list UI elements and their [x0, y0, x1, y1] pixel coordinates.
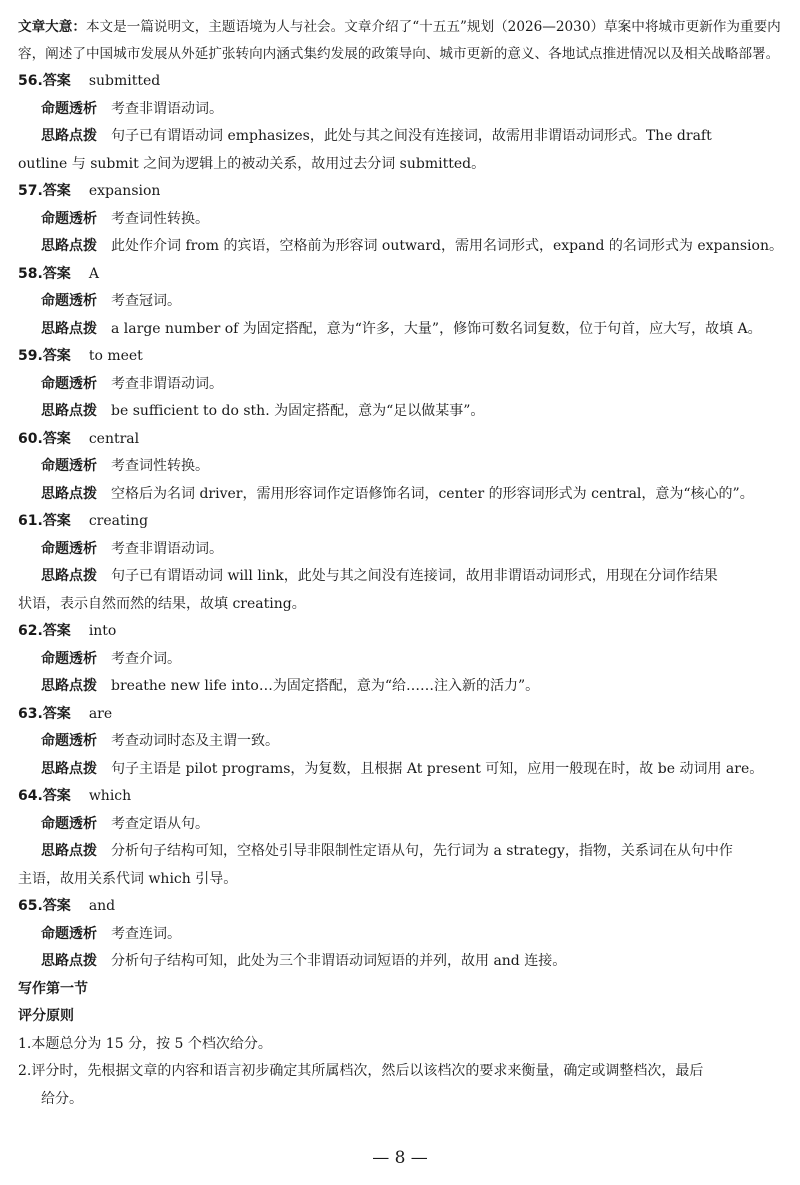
analysis-line — [18, 811, 784, 839]
answer-line — [18, 261, 784, 289]
hint-text: breathe new life into…为固定搭配，意为“给……注入新的活力”。 — [111, 678, 540, 694]
hint-line — [18, 398, 784, 426]
question-number: 64. — [18, 788, 43, 804]
hint-label: 思路点拨 — [41, 953, 97, 969]
rule-item — [18, 1058, 784, 1086]
analysis-text: 考查介词。 — [111, 650, 181, 667]
answer-value: submitted — [88, 73, 161, 89]
writing-section-title: 写作第一节 — [18, 980, 88, 997]
hint-label: 思路点拨 — [41, 238, 97, 254]
hint-label: 思路点拨 — [41, 760, 97, 777]
analysis-text: 考查动词时态及主谓一致。 — [111, 733, 279, 749]
analysis-line — [18, 371, 784, 399]
analysis-line — [18, 96, 784, 124]
answer-line — [18, 783, 784, 811]
hint-line — [18, 673, 784, 701]
analysis-label: 命题透析 — [41, 458, 97, 474]
summary-label: 文章大意： — [18, 19, 86, 35]
analysis-line — [18, 453, 784, 481]
answer-label: 答案 — [42, 348, 71, 364]
hint-line — [18, 838, 784, 866]
question-number: 57. — [18, 183, 43, 199]
answer-line — [18, 426, 784, 454]
hint-text: be sufficient to do sth. 为固定搭配，意为“足以做某事”。 — [111, 403, 485, 419]
analysis-text: 考查词性转换。 — [111, 458, 209, 474]
answer-item — [18, 426, 784, 509]
hint-continuation: 状语，表示自然而然的结果，故填 creating。 — [18, 595, 306, 612]
rule-text: 本题总分为 15 分，按 5 个档次给分。 — [31, 1035, 272, 1052]
hint-line — [18, 481, 784, 509]
hint-text: 空格后为名词 driver，需用形容词作定语修饰名词，center 的形容词形式为 central，意为“核心的”。 — [111, 485, 754, 502]
hint-label: 思路点拨 — [41, 403, 97, 419]
analysis-label: 命题透析 — [41, 925, 97, 942]
hint-text: a large number of 为固定搭配，意为“许多，大量”，修饰可数名词复数，位于句首，应大写，故填 A。 — [111, 320, 762, 337]
page-number: — 8 — — [372, 1148, 428, 1168]
hint-label: 思路点拨 — [41, 128, 97, 144]
analysis-line — [18, 921, 784, 949]
hint-continuation: 主语，故用关系代词 which 引导。 — [18, 870, 238, 887]
hint-line — [18, 563, 784, 591]
answer-item — [18, 893, 784, 976]
analysis-label: 命题透析 — [41, 540, 97, 557]
answer-value: A — [88, 265, 99, 282]
hint-line — [18, 316, 784, 344]
answer-label: 答案 — [42, 73, 71, 89]
question-number: 63. — [18, 705, 43, 722]
question-number: 59. — [18, 348, 43, 364]
hint-text: 分析句子结构可知，空格处引导非限制性定语从句，先行词为 a strategy，指物，关系词在从句中作 — [111, 843, 733, 859]
answer-value: and — [88, 898, 116, 914]
answer-value: to meet — [88, 348, 143, 364]
answer-item — [18, 178, 784, 261]
answer-line — [18, 618, 784, 646]
analysis-text: 考查非谓语动词。 — [111, 375, 223, 392]
answer-item — [18, 68, 784, 178]
hint-continuation: outline 与 submit 之间为逻辑上的被动关系，故用过去分词 submitted。 — [18, 155, 486, 172]
answer-line — [18, 701, 784, 729]
answer-label: 答案 — [42, 265, 71, 282]
answer-item — [18, 508, 784, 618]
rule-number: 2. — [18, 1063, 32, 1079]
answer-label: 答案 — [42, 623, 71, 639]
answer-item — [18, 261, 784, 344]
analysis-line — [18, 288, 784, 316]
answer-item — [18, 783, 784, 893]
answer-item — [18, 343, 784, 426]
analysis-line — [18, 646, 784, 674]
answer-line — [18, 893, 784, 921]
analysis-text: 考查定语从句。 — [111, 815, 209, 832]
analysis-line — [18, 206, 784, 234]
answer-value: which — [88, 788, 132, 804]
rule-number: 1. — [18, 1035, 32, 1052]
analysis-text: 考查冠词。 — [111, 293, 181, 309]
summary-text: 本文是一篇说明文，主题语境为人与社会。文章介绍了“十五五”规划（2026—2030）草案中将城市更新作为重要内容，阐述了中国城市发展从外延扩张转向内涵式集约发展的政策导向、城市更新的意义、各地试点推进情况以及相关战略部署。 — [18, 19, 781, 62]
hint-label: 思路点拨 — [41, 485, 97, 502]
question-number: 62. — [18, 623, 43, 639]
rule-text: 评分时，先根据文章的内容和语言初步确定其所属档次，然后以该档次的要求来衡量，确定或调整档次，最后 — [31, 1063, 704, 1079]
page-content — [18, 14, 784, 1113]
answer-line — [18, 178, 784, 206]
question-number: 58. — [18, 265, 43, 282]
analysis-text: 考查词性转换。 — [111, 210, 209, 227]
hint-line — [18, 756, 784, 784]
analysis-text: 考查非谓语动词。 — [111, 100, 223, 117]
answer-label: 答案 — [42, 513, 71, 529]
hint-text: 句子已有谓语动词 emphasizes，此处与其之间没有连接词，故需用非谓语动词形式。The draft — [111, 128, 712, 144]
analysis-line — [18, 536, 784, 564]
question-number: 60. — [18, 430, 43, 447]
hint-line — [18, 233, 784, 261]
rules-title: 评分原则 — [18, 1008, 74, 1024]
answer-label: 答案 — [42, 430, 71, 447]
rule-item — [18, 1031, 784, 1059]
answer-line — [18, 508, 784, 536]
hint-label: 思路点拨 — [41, 568, 97, 584]
hint-line — [18, 123, 784, 151]
answer-item — [18, 701, 784, 784]
answer-item — [18, 618, 784, 701]
hint-label: 思路点拨 — [41, 320, 97, 337]
hint-text: 句子已有谓语动词 will link，此处与其之间没有连接词，故用非谓语动词形式，用现在分词作结果 — [111, 568, 718, 584]
answer-list — [18, 68, 784, 976]
analysis-label: 命题透析 — [41, 100, 97, 117]
hint-label: 思路点拨 — [41, 678, 97, 694]
answer-value: central — [88, 430, 140, 447]
analysis-label: 命题透析 — [41, 650, 97, 667]
question-number: 65. — [18, 898, 43, 914]
analysis-line — [18, 728, 784, 756]
article-summary — [18, 14, 784, 68]
answer-line — [18, 343, 784, 371]
analysis-label: 命题透析 — [41, 733, 97, 749]
rule-continuation: 给分。 — [41, 1090, 83, 1107]
question-number: 61. — [18, 513, 43, 529]
answer-label: 答案 — [42, 183, 71, 199]
analysis-label: 命题透析 — [41, 293, 97, 309]
analysis-text: 考查非谓语动词。 — [111, 540, 223, 557]
hint-text: 分析句子结构可知，此处为三个非谓语动词短语的并列，故用 and 连接。 — [111, 953, 567, 969]
answer-value: creating — [88, 513, 149, 529]
hint-text: 句子主语是 pilot programs，为复数，且根据 At present 可知，应用一般现在时，故 be 动词用 are。 — [111, 760, 764, 777]
answer-value: into — [88, 623, 117, 639]
analysis-text: 考查连词。 — [111, 925, 181, 942]
hint-text: 此处作介词 from 的宾语，空格前为形容词 outward，需用名词形式，expand 的名词形式为 expansion。 — [111, 238, 783, 254]
hint-label: 思路点拨 — [41, 843, 97, 859]
question-number: 56. — [18, 73, 43, 89]
analysis-label: 命题透析 — [41, 210, 97, 227]
hint-line — [18, 948, 784, 976]
analysis-label: 命题透析 — [41, 375, 97, 392]
answer-line — [18, 68, 784, 96]
answer-value: are — [88, 705, 113, 722]
rules-list — [18, 1031, 784, 1114]
analysis-label: 命题透析 — [41, 815, 97, 832]
answer-value: expansion — [88, 183, 161, 199]
answer-label: 答案 — [42, 898, 71, 914]
answer-label: 答案 — [42, 705, 71, 722]
answer-label: 答案 — [42, 788, 71, 804]
